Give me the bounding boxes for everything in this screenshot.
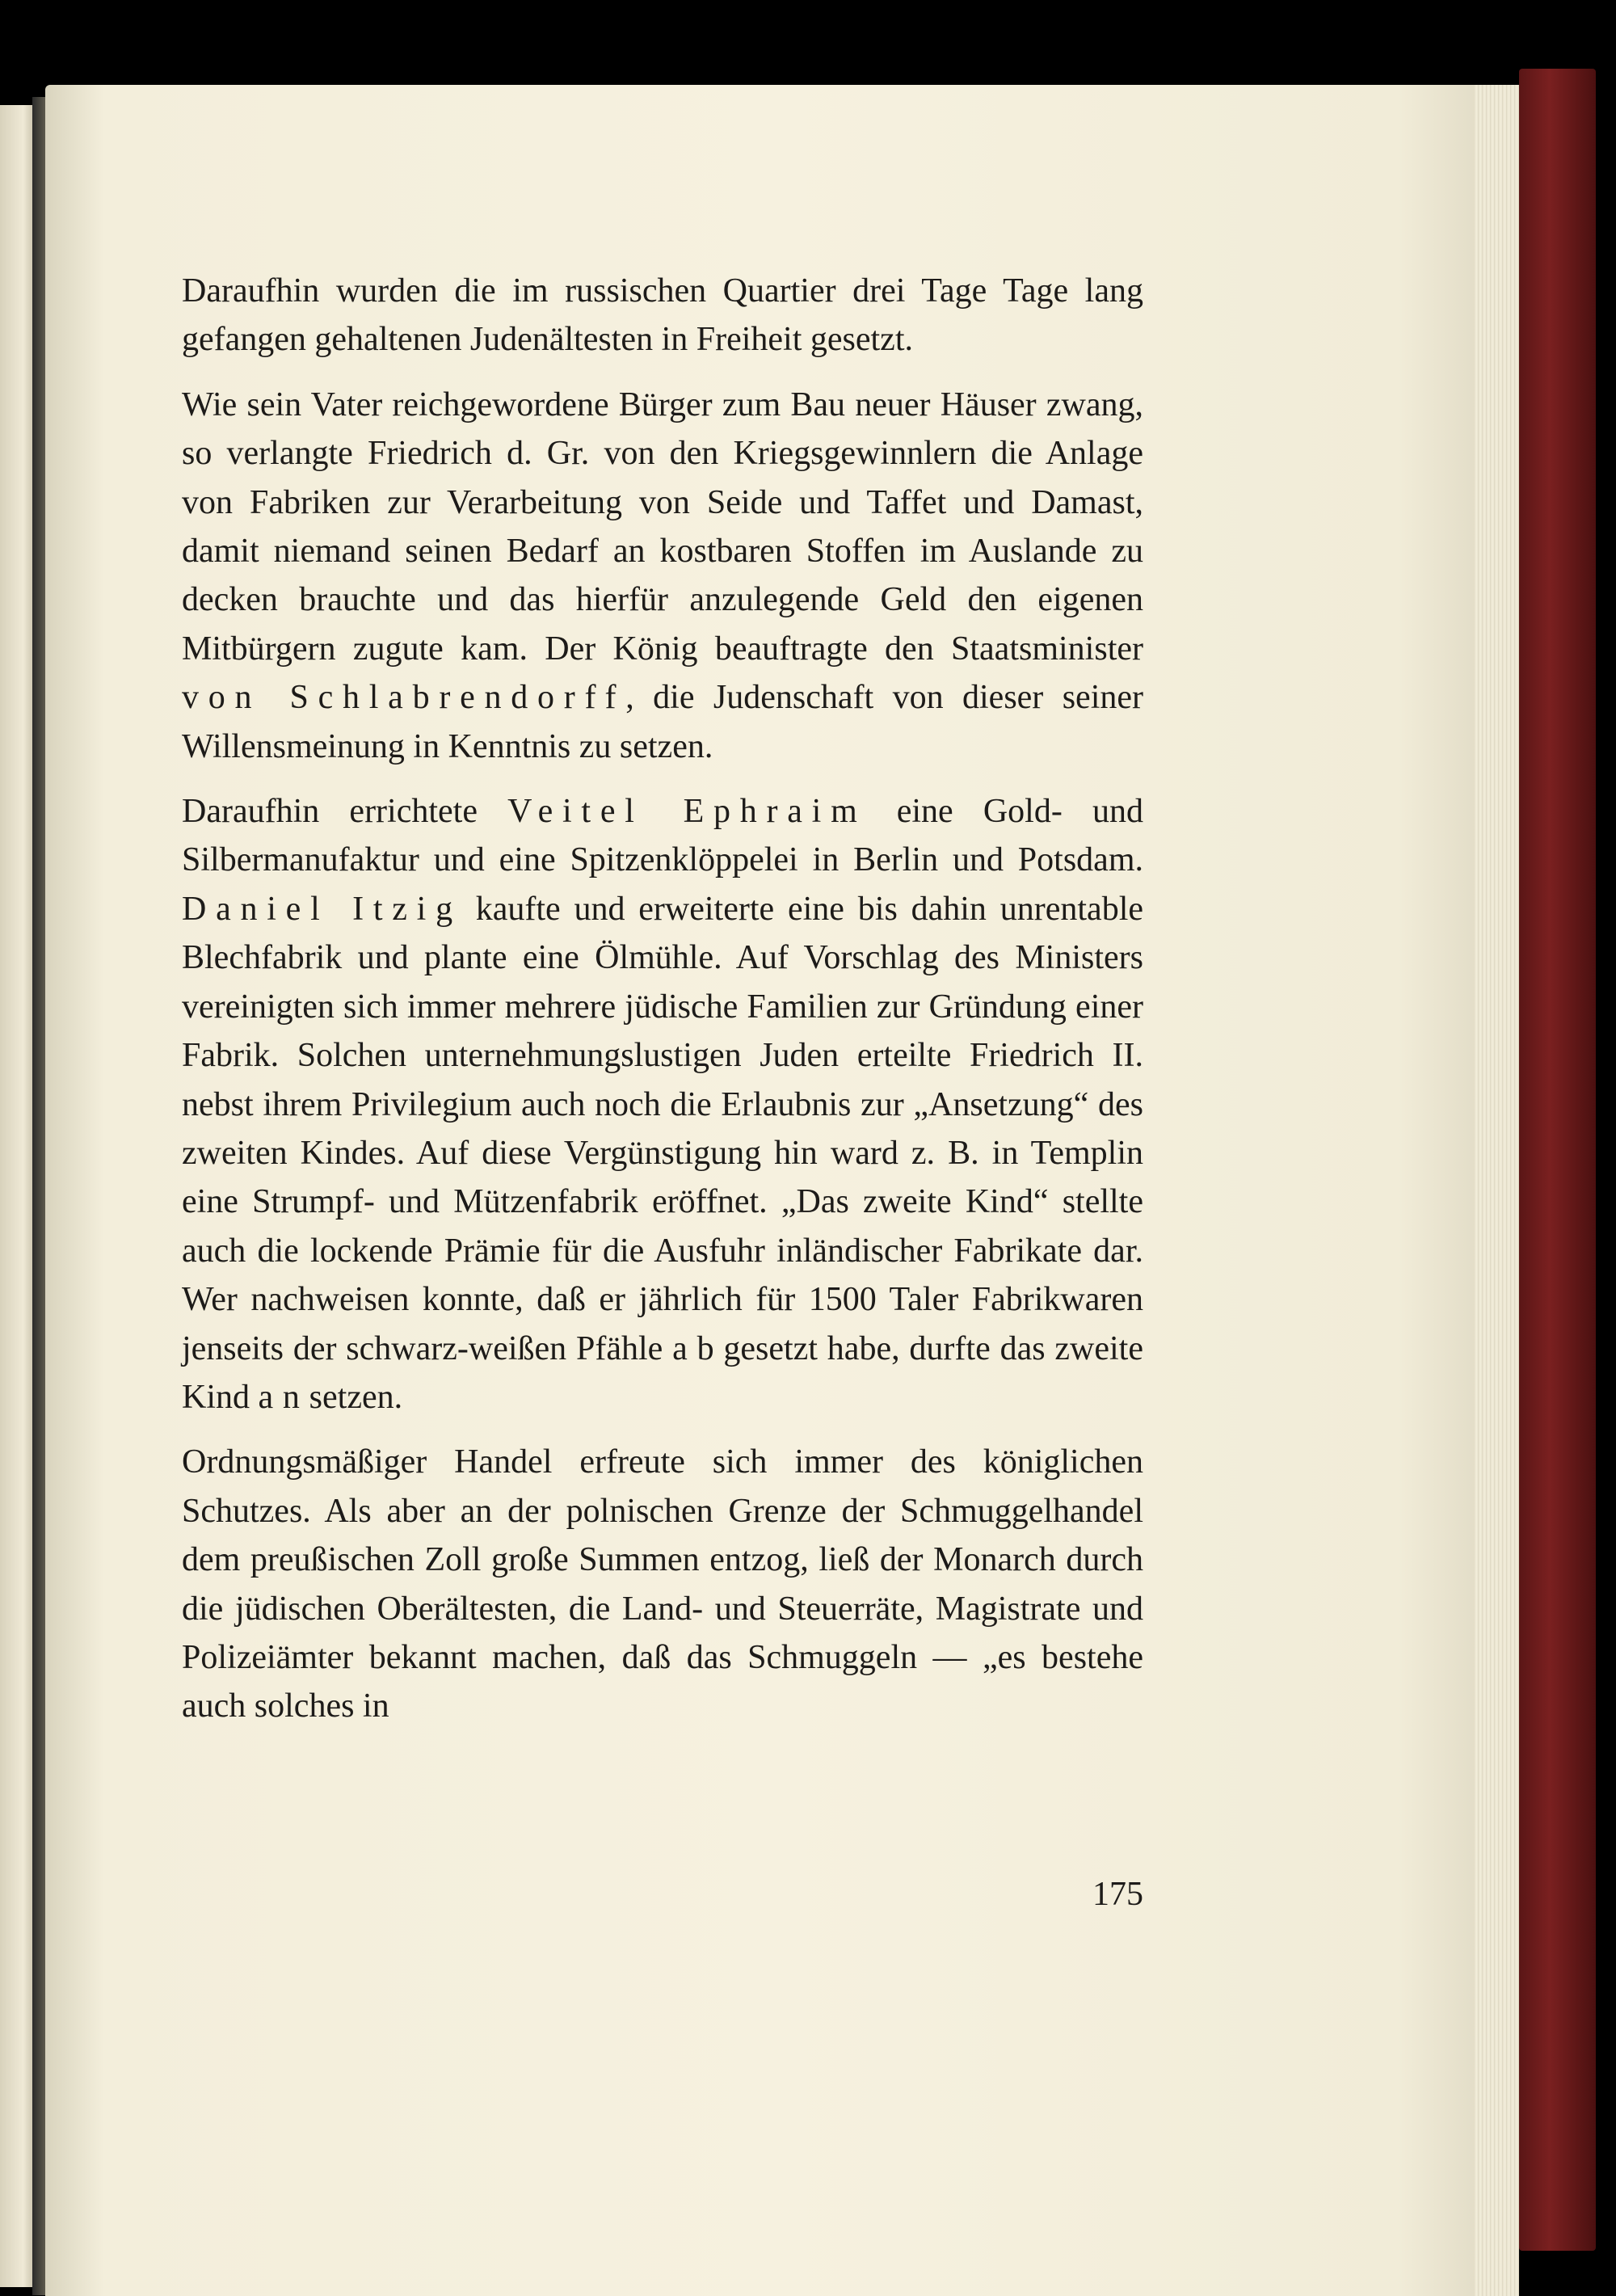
- spaced-prefix-an: an: [258, 1378, 309, 1416]
- text-run: eine Gold- und Silbermanufaktur und eine Spitzenklöppelei in Berlin und Potsdam.: [182, 793, 1143, 879]
- text-run: gesetzt habe, durfte das zweite Kind: [182, 1329, 1143, 1416]
- paragraph-release-elders: [182, 267, 1143, 364]
- text-run: setzen.: [309, 1378, 403, 1416]
- body-text: [182, 267, 1143, 1826]
- text-run: Daraufhin errichtete: [182, 793, 508, 831]
- spaced-name-veitel-ephraim: Veitel Ephraim: [507, 793, 867, 831]
- spaced-name-schlabrendorff: von Schlabrendorff: [182, 679, 626, 717]
- text-run: , die Judenschaft von dieser seiner Willensmeinung in Kenntnis zu setzen.: [182, 679, 1143, 765]
- spaced-name-daniel-itzig: Daniel Itzig: [182, 890, 462, 928]
- spaced-prefix-ab: ab: [672, 1329, 724, 1367]
- page-number: 175: [1092, 1876, 1143, 1913]
- page-fore-edge: [1475, 85, 1519, 2296]
- text-run: Wie sein Vater reichgewordene Bürger zum Bau neuer Häuser zwang, so verlangte Friedrich d. Gr. von den Kriegsgewinnlern die Anlage von Fabriken zur Verarbeitung von Seide und Taffet und Damast, damit niemand seinen Bedarf an kostbaren Stoffen im Auslande zu decken brauchte und das hierfür anzulegende Geld den eigenen Mitbürgern zugute kam. Der König beauftragte den Staatsminister: [182, 385, 1143, 668]
- book-cover-edge: [1519, 69, 1596, 2251]
- text-run: kaufte und erweiterte eine bis dahin unrentable Blechfabrik und plante eine Ölmühle. Auf Vorschlag des Ministers vereinigten sich immer mehrere jüdische Familien zur Gründung einer Fabrik. Solchen unternehmungslustigen Juden erteilte Friedrich II. nebst ihrem Privilegium auch noch die Erlaubnis zur „Ansetzung“ des zweiten Kindes. Auf diese Vergünstigung hin ward z. B. in Templin eine Strumpf- und Mützenfabrik eröffnet. „Das zweite Kind“ stellte auch die lockende Prämie für die Ausfuhr inländischer Fabrikate dar. Wer nachweisen konnte, daß er jährlich für 1500 Taler Fabrikwaren jenseits der schwarz-weißen Pfähle: [182, 890, 1143, 1367]
- paragraph-factories: [182, 381, 1143, 771]
- paragraph-manufactures: [182, 787, 1143, 1422]
- text-run: Ordnungsmäßiger Handel erfreute sich immer des königlichen Schutzes. Als aber an der polnischen Grenze der Schmuggelhandel dem preußischen Zoll große Summen entzog, ließ der Monarch durch die jüdischen Oberältesten, die Land- und Steuerräte, Magistrate und Polizeiämter bekannt machen, daß das Schmuggeln — „es bestehe auch solches in: [182, 1443, 1143, 1725]
- paragraph-smuggling: [182, 1438, 1143, 1730]
- text-run: Daraufhin wurden die im russischen Quartier drei Tage Tage lang gefangen gehaltenen Judenältesten in Freiheit gesetzt.: [182, 272, 1143, 359]
